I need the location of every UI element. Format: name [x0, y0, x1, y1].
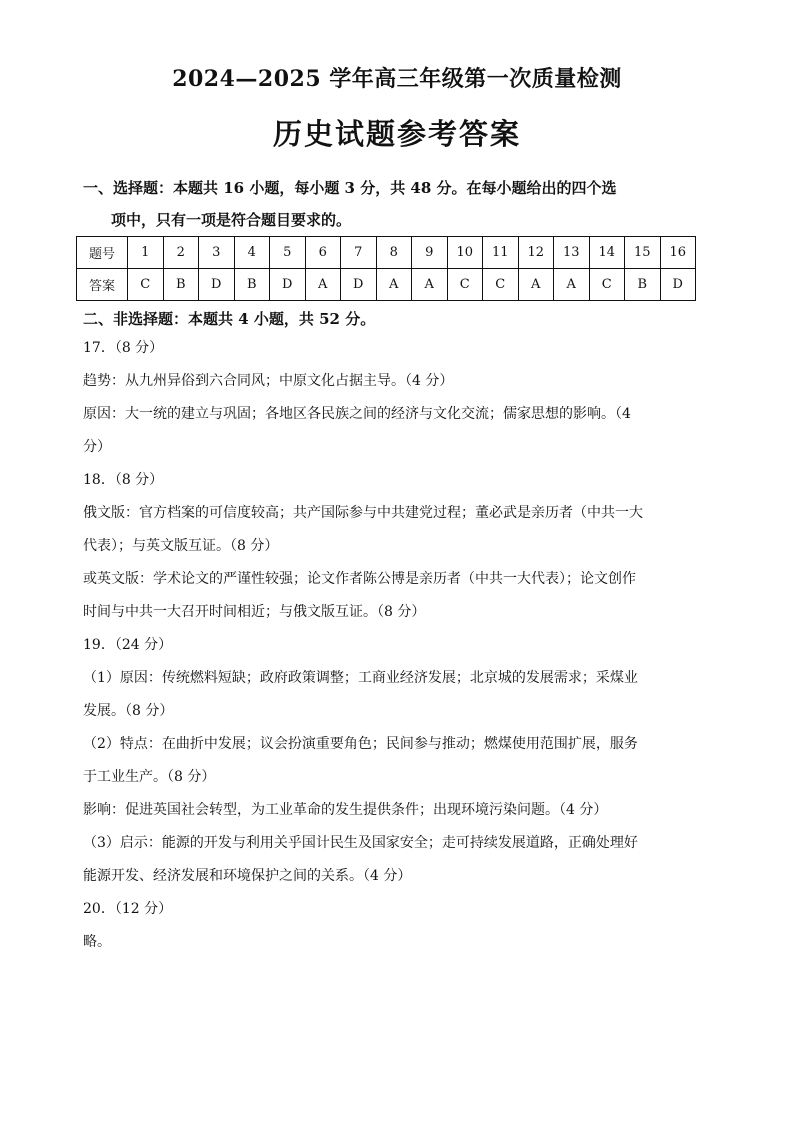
- question-number: 1: [128, 237, 164, 269]
- row-header-number: 题号: [77, 237, 128, 269]
- answer-line: （2）特点：在曲折中发展；议会扮演重要角色；民间参与推动；燃煤使用范围扩展，服务: [83, 736, 638, 752]
- answer-cell: B: [625, 269, 661, 301]
- section-2-heading: 二、非选择题：本题共 4 小题，共 52 分。: [83, 310, 376, 328]
- answer-table: [76, 236, 696, 301]
- question-number-row: [77, 237, 696, 269]
- question-number: 15: [625, 237, 661, 269]
- question-number: 7: [341, 237, 377, 269]
- question-number: 3: [199, 237, 235, 269]
- answer-cell: D: [270, 269, 306, 301]
- answer-line: 略。: [83, 934, 111, 950]
- document-subtitle: 历史试题参考答案: [272, 117, 521, 151]
- answer-cell: A: [518, 269, 554, 301]
- answer-cell: C: [483, 269, 519, 301]
- answer-line: 能源开发、经济发展和环境保护之间的关系。（4 分）: [83, 868, 412, 884]
- q18-heading: 18．（8 分）: [83, 472, 164, 488]
- answer-cell: A: [376, 269, 412, 301]
- section-1-line-2: 项中，只有一项是符合题目要求的。: [111, 211, 352, 229]
- answer-cell: B: [163, 269, 199, 301]
- q17-heading: 17．（8 分）: [83, 340, 164, 356]
- question-number: 12: [518, 237, 554, 269]
- answer-cell: A: [305, 269, 341, 301]
- exam-title: 2024—2025 学年高三年级第一次质量检测: [172, 66, 622, 92]
- answer-cell: C: [128, 269, 164, 301]
- answer-line: 于工业生产。（8 分）: [83, 769, 216, 785]
- answer-line: （3）启示：能源的开发与利用关乎国计民生及国家安全；走可持续发展道路，正确处理好: [83, 835, 638, 851]
- question-number: 9: [412, 237, 448, 269]
- question-number: 8: [376, 237, 412, 269]
- answer-line: 分）: [83, 439, 111, 455]
- question-number: 11: [483, 237, 519, 269]
- question-number: 13: [554, 237, 590, 269]
- q20-heading: 20．（12 分）: [83, 901, 173, 917]
- answer-body: [83, 332, 703, 959]
- answer-cell: D: [660, 269, 696, 301]
- answer-cell: C: [447, 269, 483, 301]
- q19-heading: 19．（24 分）: [83, 637, 173, 653]
- answer-cell: C: [589, 269, 625, 301]
- answer-cell: D: [199, 269, 235, 301]
- answer-line: 或英文版：学术论文的严谨性较强；论文作者陈公博是亲历者（中共一大代表）；论文创作: [83, 571, 636, 587]
- answer-cell: A: [554, 269, 590, 301]
- section-1-line-1: 一、选择题：本题共 16 小题，每小题 3 分，共 48 分。在每小题给出的四个选: [83, 179, 617, 197]
- answer-cell: B: [234, 269, 270, 301]
- answer-line: 代表）；与英文版互证。（8 分）: [83, 538, 279, 554]
- answer-line: 俄文版：官方档案的可信度较高；共产国际参与中共建党过程；董必武是亲历者（中共一大: [83, 505, 643, 521]
- answer-row: [77, 269, 696, 301]
- answer-line: （1）原因：传统燃料短缺；政府政策调整；工商业经济发展；北京城的发展需求；采煤业: [83, 670, 638, 686]
- question-number: 2: [163, 237, 199, 269]
- answer-line: 发展。（8 分）: [83, 703, 174, 719]
- question-number: 6: [305, 237, 341, 269]
- question-number: 4: [234, 237, 270, 269]
- answer-cell: D: [341, 269, 377, 301]
- answer-cell: A: [412, 269, 448, 301]
- question-number: 10: [447, 237, 483, 269]
- row-header-answer: 答案: [77, 269, 128, 301]
- section-1-heading: [83, 172, 703, 236]
- question-number: 14: [589, 237, 625, 269]
- answer-line: 影响：促进英国社会转型，为工业革命的发生提供条件；出现环境污染问题。（4 分）: [83, 802, 608, 818]
- answer-line: 原因：大一统的建立与巩固；各地区各民族之间的经济与文化交流；儒家思想的影响。（4: [83, 406, 631, 422]
- question-number: 16: [660, 237, 696, 269]
- question-number: 5: [270, 237, 306, 269]
- answer-line: 时间与中共一大召开时间相近；与俄文版互证。（8 分）: [83, 604, 426, 620]
- answer-line: 趋势：从九州异俗到六合同风；中原文化占据主导。（4 分）: [83, 373, 454, 389]
